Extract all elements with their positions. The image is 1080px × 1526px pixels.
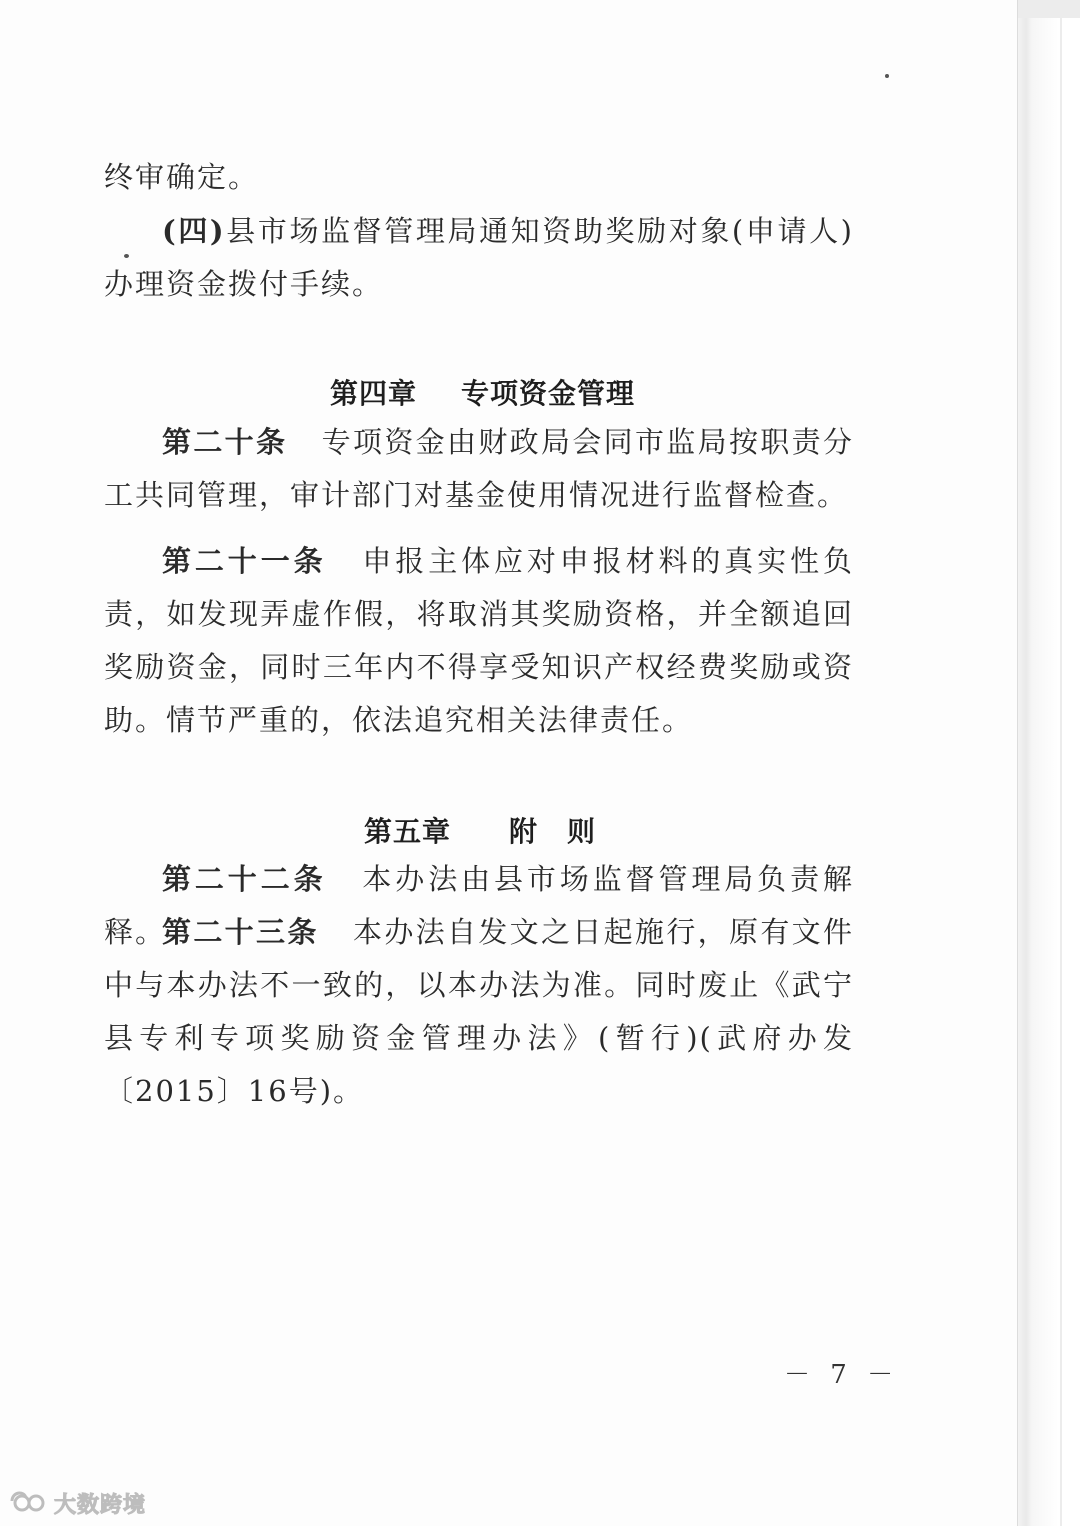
watermark xyxy=(6,1486,146,1520)
paragraph-final-review xyxy=(104,151,854,204)
article-number: 第二十一条 xyxy=(162,544,327,578)
logo-icon xyxy=(6,1486,50,1520)
chapter-number: 第五章 xyxy=(364,815,452,848)
article-text: 申报主体应对申报材料的真实性负责，如发现弄虚作假，将取消其奖励资格，并全额追回奖励资金，同时三年内不得享受知识产权经费奖励或资助。情节严重的，依法追究相关法律责任。 xyxy=(104,544,854,737)
chapter-four-heading xyxy=(330,372,635,412)
paragraph-text: 县市场监督管理局通知资助奖励对象(申请人)办理资金拨付手续。 xyxy=(104,214,854,301)
paragraph-item-four xyxy=(104,205,854,311)
article-text: 本办法由县市场监督管理局负责解释。 xyxy=(104,862,854,949)
item-number: (四) xyxy=(162,214,226,248)
article-text: 本办法自发文之日起施行，原有文件中与本办法不一致的，以本办法为准。同时废止《武宁县专利专项奖励资金管理办法》(暂行)(武府办发〔2015〕16号)。 xyxy=(104,915,854,1108)
watermark-text: 大数跨境 xyxy=(54,1492,147,1518)
paragraph-text: 终审确定。 xyxy=(104,160,260,194)
article-twenty-three xyxy=(104,906,854,1118)
article-twenty-one xyxy=(104,535,854,747)
page-edge-line xyxy=(1060,0,1062,1526)
article-text: 专项资金由财政局会同市监局按职责分工共同管理，审计部门对基金使用情况进行监督检查。 xyxy=(104,425,854,512)
chapter-five-heading xyxy=(364,810,596,850)
page-number: － 7 － xyxy=(784,1360,900,1390)
article-number: 第二十三条 xyxy=(162,915,319,949)
page-edge-shadow xyxy=(1017,0,1080,1526)
article-number: 第二十二条 xyxy=(162,862,327,896)
page-corner-shade xyxy=(1018,0,1080,18)
article-twenty xyxy=(104,416,854,522)
article-number: 第二十条 xyxy=(162,425,288,459)
scan-speck xyxy=(885,74,889,78)
chapter-number: 第四章 xyxy=(330,377,418,410)
chapter-title: 专项资金管理 xyxy=(461,377,636,410)
chapter-title: 附 则 xyxy=(509,815,597,848)
